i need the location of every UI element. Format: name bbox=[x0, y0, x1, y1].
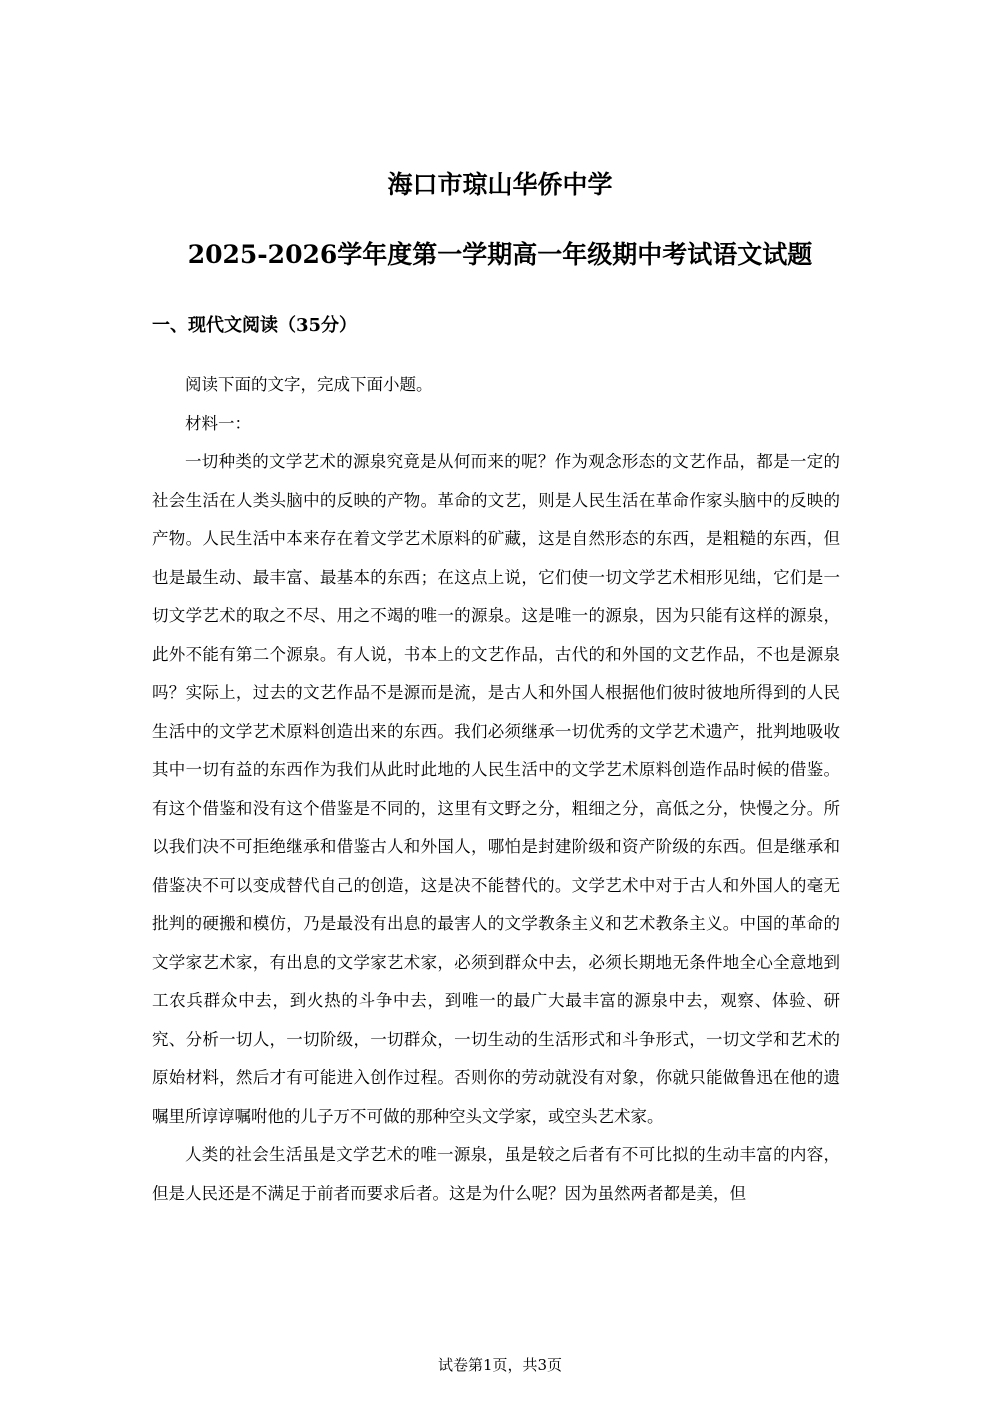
school-name-title: 海口市琼山华侨中学 bbox=[387, 170, 613, 199]
section-heading-modern-reading: 一、现代文阅读（35分） bbox=[152, 315, 358, 336]
page-footer: 试卷第1页，共3页 bbox=[437, 1356, 563, 1374]
instruction-text: 阅读下面的文字，完成下面小题。 bbox=[185, 375, 433, 394]
passage-paragraph-2: 人类的社会生活虽是文学艺术的唯一源泉，虽是较之后者有不可比拟的生动丰富的内容，但是人民还是不满足于前者而要求后者。这是为什么呢？因为虽然两者都是美，但 bbox=[152, 1145, 840, 1203]
passage-paragraph-1: 一切种类的文学艺术的源泉究竟是从何而来的呢？作为观念形态的文艺作品，都是一定的社会生活在人类头脑中的反映的产物。革命的文艺，则是人民生活在革命作家头脑中的反映的产物。人民生活中本来存在着文学艺术原料的矿藏，这是自然形态的东西，是粗糙的东西，但也是最生动、最丰富、最基本的东西；在这点上说，它们使一切文学艺术相形见绌，它们是一切文学艺术的取之不尽、用之不竭的唯一的源泉。这是唯一的源泉，因为只能有这样的源泉，此外不能有第二个源泉。有人说，书本上的文艺作品，古代的和外国的文艺作品，不也是源泉吗？实际上，过去的文艺作品不是源而是流，是古人和外国人根据他们彼时彼地所得到的人民生活中的文学艺术原料创造出来的东西。我们必须继承一切优秀的文学艺术遗产，批判地吸收其中一切有益的东西作为我们从此时此地的人民生活中的文学艺术原料创造作品时候的借鉴。有这个借鉴和没有这个借鉴是不同的，这里有文野之分，粗细之分，高低之分，快慢之分。所以我们决不可拒绝继承和借鉴古人和外国人，哪怕是封建阶级和资产阶级的东西。但是继承和借鉴决不可以变成替代自己的创造，这是决不能替代的。文学艺术中对于古人和外国人的毫无批判的硬搬和模仿，乃是最没有出息的最害人的文学教条主义和艺术教条主义。中国的革命的文学家艺术家，有出息的文学家艺术家，必须到群众中去，必须长期地无条件地全心全意地到工农兵群众中去，到火热的斗争中去，到唯一的最广大最丰富的源泉中去，观察、体验、研究、分析一切人，一切阶级，一切群众，一切生动的生活形式和斗争形式，一切文学和艺术的原始材料，然后才有可能进入创作过程。否则你的劳动就没有对象，你就只能做鲁迅在他的遗嘱里所谆谆嘱咐他的儿子万不可做的那种空头文学家，或空头艺术家。 bbox=[152, 452, 840, 1126]
material-label: 材料一： bbox=[185, 413, 251, 433]
exam-title: 2025-2026学年度第一学期高一年级期中考试语文试题 bbox=[187, 240, 813, 269]
reading-passage bbox=[152, 366, 840, 1213]
